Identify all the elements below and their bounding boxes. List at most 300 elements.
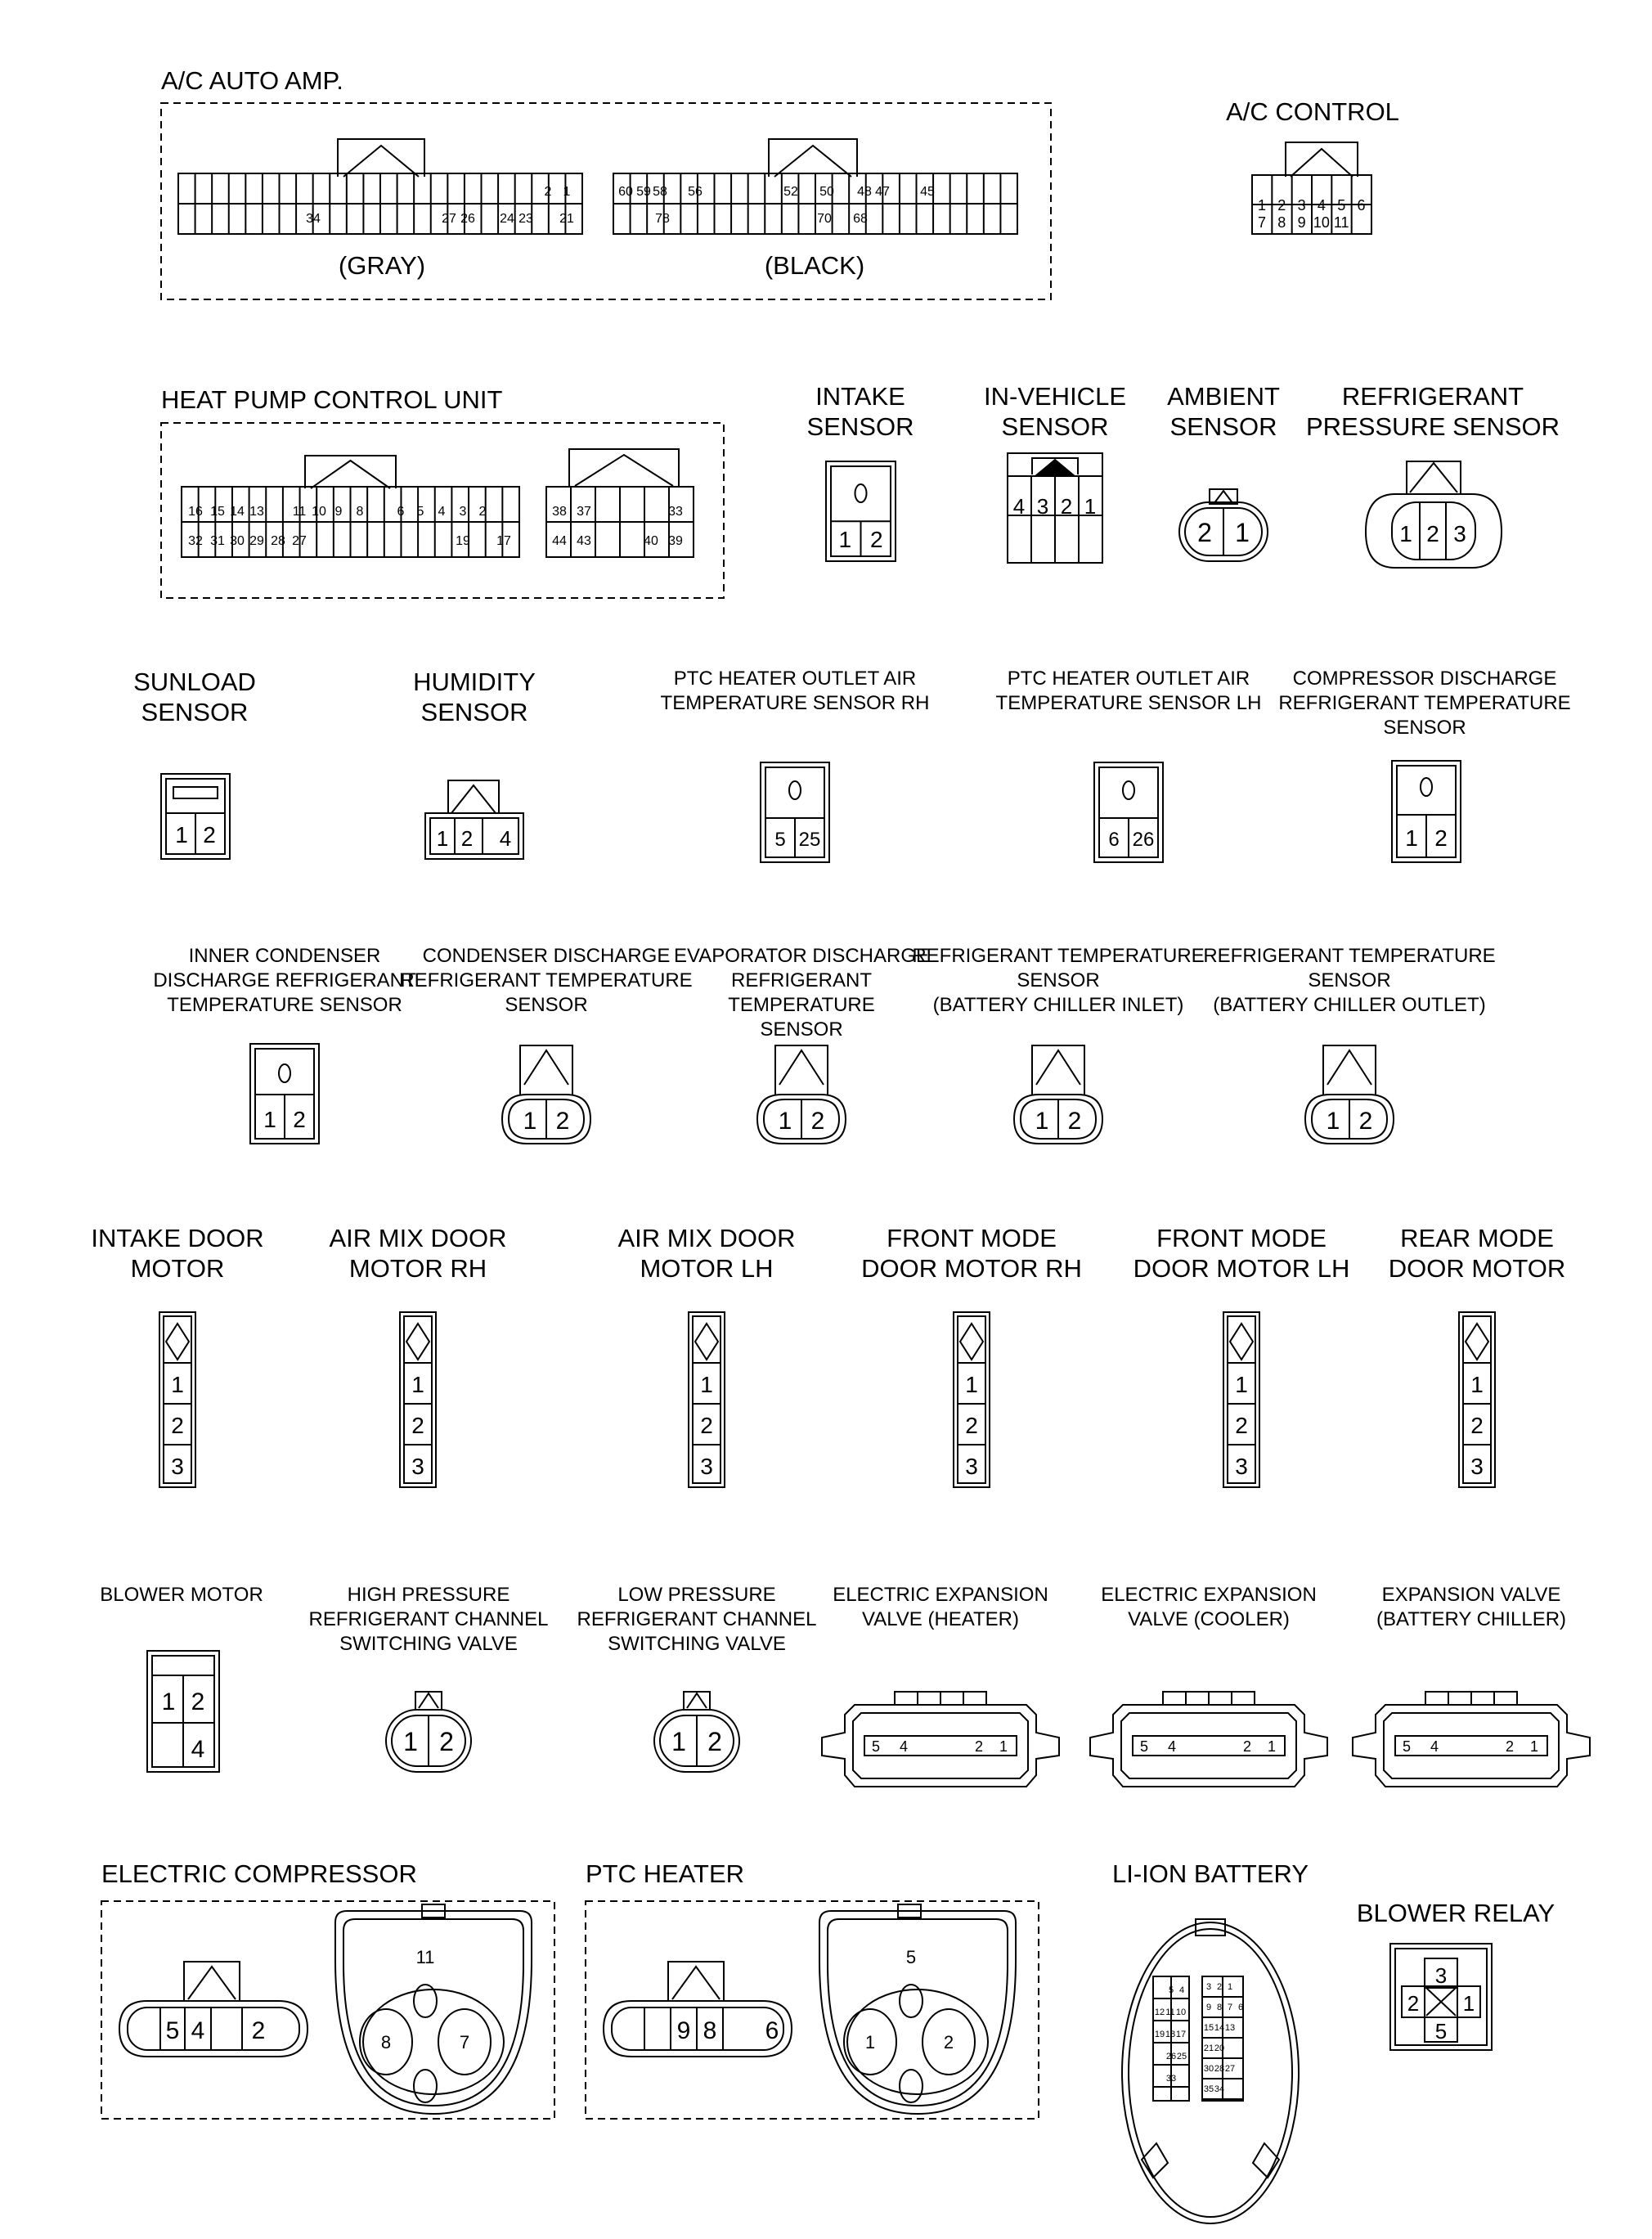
- pin-label: 8: [703, 2017, 717, 2044]
- pin-label: 2: [700, 1413, 713, 1438]
- pin-label: 19: [1154, 2030, 1165, 2039]
- label-line: CONDENSER DISCHARGE: [422, 945, 671, 967]
- label-intake-door-motor: [91, 1223, 263, 1284]
- pin-label: 27: [292, 534, 307, 548]
- pin-label: 3: [1470, 1454, 1484, 1479]
- label-intake-sensor: [807, 381, 914, 442]
- pin-label: 2: [974, 1738, 984, 1755]
- lock-tab: [1327, 1050, 1371, 1085]
- sun-window: [173, 787, 218, 798]
- connector-body: [119, 2001, 308, 2057]
- pin-label: 1: [999, 1738, 1008, 1755]
- pin-label: 2: [1060, 494, 1073, 519]
- label-line: MOTOR: [130, 1254, 225, 1283]
- label-line: REAR MODE: [1400, 1224, 1554, 1252]
- lock-tab: [575, 455, 673, 486]
- pin-label: 50: [819, 185, 834, 199]
- pin-label: 2: [1434, 825, 1448, 851]
- label-hp-valve: [309, 1583, 549, 1657]
- pin-label: 28: [271, 534, 285, 548]
- lock-tab: [311, 461, 390, 488]
- label-line: SENSOR: [1001, 412, 1109, 441]
- pin-label: 2: [544, 185, 552, 199]
- pin-label: 6: [1357, 197, 1366, 214]
- pin-label: 2: [707, 1727, 722, 1756]
- label-line: SENSOR: [806, 412, 914, 441]
- label-line: REFRIGERANT: [1341, 382, 1524, 411]
- pin-label: 20: [1214, 2043, 1225, 2053]
- key-diamond: [960, 1324, 983, 1360]
- pin-label: 1: [778, 1108, 792, 1135]
- label-line: IN-VEHICLE: [984, 382, 1126, 411]
- pin-label: 5: [905, 1947, 917, 1967]
- pin-label: 1: [1399, 521, 1412, 546]
- pin-label: 33: [668, 505, 683, 519]
- label-line: PRESSURE SENSOR: [1305, 412, 1560, 441]
- pin-label: 14: [1214, 2023, 1225, 2033]
- pin-label: 2: [869, 527, 883, 552]
- lock-tab: [779, 1050, 824, 1085]
- label-line: AMBIENT: [1167, 382, 1280, 411]
- label-line: SENSOR: [1308, 969, 1391, 991]
- label-line: FRONT MODE: [887, 1224, 1057, 1252]
- pin-label: 2: [1197, 518, 1212, 547]
- label-lp-valve: [577, 1583, 817, 1657]
- pin-label: 70: [817, 212, 832, 226]
- label-line: TEMPERATURE: [728, 994, 875, 1016]
- label-inner-condenser: [153, 944, 415, 1018]
- label-rear-mode: [1389, 1223, 1565, 1284]
- pin-label: 3: [965, 1454, 978, 1479]
- key-slot: [1421, 778, 1432, 796]
- lock-tab: [1036, 1050, 1080, 1085]
- label-ac-auto-amp: A/C AUTO AMP.: [161, 66, 343, 95]
- pin-label: 2: [1505, 1738, 1515, 1755]
- pin-label: 37: [577, 505, 591, 519]
- label-line: INNER CONDENSER: [188, 945, 381, 967]
- label-line: PTC HEATER OUTLET AIR: [1007, 668, 1250, 690]
- label-li-ion-battery: LI-ION BATTERY: [1111, 1859, 1309, 1888]
- pin-label: 2: [555, 1108, 570, 1135]
- connector-hood: [1407, 461, 1461, 494]
- pin-label: 1: [436, 826, 449, 851]
- pin-label: 39: [668, 534, 683, 548]
- pin-label: 27: [442, 212, 456, 226]
- pin-label: 56: [688, 185, 703, 199]
- pin-row: [1133, 1736, 1285, 1756]
- label-line: REFRIGERANT TEMPERATURE: [912, 945, 1205, 967]
- pin-label: 1: [671, 1727, 686, 1756]
- label-line: TEMPERATURE SENSOR RH: [660, 692, 930, 714]
- label-eev-cooler: [1101, 1583, 1317, 1632]
- label-line: DOOR MOTOR LH: [1133, 1254, 1350, 1283]
- key-slot: [789, 781, 801, 799]
- pin-label: 1: [1084, 494, 1097, 519]
- pin-label: 4: [1012, 494, 1026, 519]
- pin-label: 5: [165, 2017, 180, 2044]
- label-line: AIR MIX DOOR: [329, 1224, 507, 1252]
- pin-label: 1: [523, 1108, 537, 1135]
- pin-label: 15: [210, 505, 225, 519]
- label-ptc-heater: PTC HEATER: [586, 1859, 745, 1888]
- pin-label: 1: [263, 1107, 276, 1132]
- pin-label: 5: [774, 829, 786, 851]
- pin-label: 18: [1165, 2030, 1176, 2039]
- label-humidity-sensor: [413, 667, 536, 727]
- pin-label: 3: [1453, 521, 1466, 546]
- pin-label: 2: [1235, 1413, 1248, 1438]
- pin-label: 58: [653, 185, 667, 199]
- pin-label: 8: [356, 505, 364, 519]
- pin-label: 43: [577, 534, 591, 548]
- pin-label: 8: [380, 2032, 392, 2052]
- label-line: DOOR MOTOR RH: [861, 1254, 1082, 1283]
- pin-label: 4: [1167, 1738, 1177, 1755]
- pin-label: 1: [864, 2032, 876, 2052]
- label-line: SENSOR: [1169, 412, 1277, 441]
- ac-amp-outline: [161, 103, 1051, 299]
- pin-label: 2: [1242, 1738, 1252, 1755]
- label-ptc-outlet-lh: [996, 667, 1262, 716]
- pin-label: 4: [1178, 1985, 1185, 1995]
- pin-label: 6: [1108, 829, 1120, 851]
- label-chiller-inlet: [912, 944, 1204, 1018]
- pin-label: 34: [1214, 2084, 1225, 2094]
- pin-label: 68: [853, 212, 868, 226]
- pin-label: 25: [1176, 2052, 1187, 2061]
- label-air-mix-rh: [329, 1223, 506, 1284]
- pin-label: 5: [416, 505, 424, 519]
- pin-label: 9: [1205, 2003, 1212, 2012]
- pin-label: 2: [810, 1108, 825, 1135]
- label-compressor-discharge: [1278, 667, 1570, 740]
- label-line: INTAKE DOOR: [91, 1224, 264, 1252]
- label-line: FRONT MODE: [1156, 1224, 1327, 1252]
- pin-label: 2: [191, 1688, 205, 1715]
- pin-label: 2: [965, 1413, 978, 1438]
- label-line: HUMIDITY: [413, 668, 536, 696]
- pin-label: 5: [1139, 1738, 1149, 1755]
- pin-label: 1: [1227, 1982, 1233, 1992]
- label-blower-motor: BLOWER MOTOR: [100, 1584, 263, 1606]
- pin-label: 2: [203, 822, 216, 847]
- label-line: TEMPERATURE SENSOR: [167, 994, 402, 1016]
- pin-row: [1395, 1736, 1547, 1756]
- pin-label: 13: [249, 505, 264, 519]
- label-line: INTAKE: [815, 382, 905, 411]
- pin-label: 3: [1297, 197, 1306, 214]
- pin-label: 44: [552, 534, 567, 548]
- pin-label: 24: [500, 212, 514, 226]
- pin-label: 9: [676, 2017, 691, 2044]
- pin-label: 2: [1067, 1108, 1082, 1135]
- label-line: REFRIGERANT TEMPERATURE: [1203, 945, 1496, 967]
- label-line: SENSOR: [1383, 717, 1466, 739]
- pin-label: 6: [765, 2017, 779, 2044]
- label-line: SENSOR: [420, 698, 528, 726]
- pin-label: 3: [1036, 494, 1049, 519]
- lock-tab: [774, 146, 851, 177]
- pin-label: 1: [411, 1372, 424, 1397]
- pin-label: 4: [1317, 197, 1326, 214]
- pin-label: 4: [438, 505, 446, 519]
- key-slot: [855, 484, 867, 502]
- pin-label: 1: [1462, 1991, 1475, 2016]
- label-line: SUNLOAD: [133, 668, 256, 696]
- connector-body: [819, 1911, 1016, 2114]
- pin-label: 2: [1358, 1108, 1373, 1135]
- label-line: SWITCHING VALVE: [608, 1633, 786, 1655]
- pin-label: 23: [518, 212, 533, 226]
- label-sunload-sensor: [133, 667, 256, 727]
- pin-label: 11: [1165, 2007, 1175, 2017]
- lock-tab: [1410, 463, 1457, 492]
- label-line: REFRIGERANT CHANNEL: [577, 1608, 817, 1630]
- connector-hood: [1032, 1045, 1084, 1095]
- pin-label: 52: [783, 185, 798, 199]
- label-ev-chiller: [1376, 1583, 1566, 1632]
- lock-tab: [451, 785, 496, 813]
- pin-label: 25: [798, 829, 821, 851]
- pin-label: 40: [644, 534, 658, 548]
- pin-label: 2: [171, 1413, 184, 1438]
- pin-label: 3: [1235, 1454, 1248, 1479]
- pin-label: 35: [1203, 2084, 1214, 2094]
- pin-label: 6: [397, 505, 405, 519]
- label-condenser-discharge: [400, 944, 692, 1018]
- pin-label: 8: [1216, 2003, 1223, 2012]
- label-line: TEMPERATURE SENSOR LH: [995, 692, 1262, 714]
- pin-label: 17: [1175, 2030, 1187, 2039]
- pin-label: 33: [1165, 2074, 1177, 2084]
- label-evaporator-discharge: [674, 944, 929, 1042]
- pin-label: 47: [875, 185, 890, 199]
- pin-label: 11: [415, 1947, 435, 1967]
- pin-label: 31: [210, 534, 225, 548]
- key-diamond: [1230, 1324, 1253, 1360]
- pin-label: 1: [838, 527, 852, 552]
- key-slot: [1123, 781, 1134, 799]
- pin-label: 4: [499, 826, 512, 851]
- label-line: SENSOR: [505, 994, 588, 1016]
- connector-inner: [828, 1919, 1008, 2106]
- pin-label: 59: [636, 185, 651, 199]
- pin-label: 5: [1402, 1738, 1412, 1755]
- pin-label: 30: [1203, 2064, 1214, 2074]
- label-line: REFRIGERANT TEMPERATURE: [400, 969, 693, 991]
- label-line: (BATTERY CHILLER INLET): [932, 994, 1184, 1016]
- pin-label: 10: [1313, 214, 1330, 231]
- pin-label: 5: [1168, 1985, 1174, 1995]
- pin-label: 60: [618, 185, 633, 199]
- pin-label: 29: [249, 534, 264, 548]
- pin-label: 1: [1326, 1108, 1340, 1135]
- pin-label: 26: [1132, 829, 1155, 851]
- label-line: DOOR MOTOR: [1388, 1254, 1566, 1283]
- pin-label: 2: [460, 826, 474, 851]
- pin-label: 1: [175, 822, 188, 847]
- label-line: REFRIGERANT TEMPERATURE: [1278, 692, 1571, 714]
- pin-label: 2: [411, 1413, 424, 1438]
- pin-label: 1: [1235, 518, 1250, 547]
- label-eev-heater: [833, 1583, 1048, 1632]
- connector-hood: [775, 1045, 828, 1095]
- pin-label: 2: [1216, 1982, 1223, 1992]
- label-line: (BATTERY CHILLER): [1376, 1608, 1567, 1630]
- pin-label: 9: [334, 505, 343, 519]
- pin-label: 3: [171, 1454, 184, 1479]
- label-refrigerant-pressure: [1306, 381, 1560, 442]
- connector-hood: [520, 1045, 572, 1095]
- pin-label: 2: [478, 505, 487, 519]
- pin-label: 3: [700, 1454, 713, 1479]
- label-ambient-sensor: [1167, 381, 1280, 442]
- pin-label: 1: [700, 1372, 713, 1397]
- lock-tab: [687, 1693, 707, 1708]
- terminal: [414, 2070, 437, 2102]
- pin-label: 4: [899, 1738, 909, 1755]
- pin-label: 27: [1224, 2064, 1236, 2074]
- pin-label: 19: [456, 534, 470, 548]
- pin-label: 8: [1277, 214, 1286, 231]
- pin-label: 1: [563, 185, 571, 199]
- pin-label: 10: [312, 505, 326, 519]
- label-line: COMPRESSOR DISCHARGE: [1292, 668, 1557, 690]
- label-line: AIR MIX DOOR: [617, 1224, 796, 1252]
- pin-label: 28: [1214, 2064, 1225, 2074]
- pin-label: 2: [943, 2032, 954, 2052]
- label-line: REFRIGERANT: [730, 969, 872, 991]
- label-electric-compressor: ELECTRIC COMPRESSOR: [101, 1859, 417, 1888]
- pin-label: 3: [1205, 1982, 1212, 1992]
- label-line: (BATTERY CHILLER OUTLET): [1213, 994, 1486, 1016]
- label-air-mix-lh: [617, 1223, 795, 1284]
- label-line: SENSOR: [760, 1018, 843, 1041]
- pin-label: 4: [191, 2017, 205, 2044]
- label-line: EVAPORATOR DISCHARGE: [673, 945, 930, 967]
- pin-label: 17: [496, 534, 511, 548]
- pin-label: 3: [411, 1454, 424, 1479]
- pin-label: 15: [1203, 2023, 1214, 2033]
- lock-tab: [1291, 149, 1353, 177]
- label-line: HIGH PRESSURE: [347, 1584, 510, 1606]
- pin-label: 2: [439, 1727, 454, 1756]
- label-line: MOTOR LH: [640, 1254, 774, 1283]
- pin-label: 1: [1405, 825, 1418, 851]
- pin-label: 1: [1257, 197, 1267, 214]
- pin-label: 21: [1203, 2043, 1214, 2053]
- pin-label: 48: [857, 185, 872, 199]
- pin-label: 1: [1470, 1372, 1484, 1397]
- pin-label: 4: [191, 1736, 205, 1763]
- pin-label: 1: [1235, 1372, 1248, 1397]
- pin-label: 1: [171, 1372, 184, 1397]
- pin-label: 1: [403, 1727, 418, 1756]
- key-slot: [279, 1064, 290, 1082]
- label-front-mode-rh: [861, 1223, 1082, 1284]
- pin-label: 5: [871, 1738, 881, 1755]
- pin-label: 5: [1337, 197, 1346, 214]
- pin-label: 32: [188, 534, 203, 548]
- key-diamond: [166, 1324, 189, 1360]
- pin-label: 3: [1434, 1963, 1448, 1988]
- pin-label: 2: [251, 2017, 266, 2044]
- pin-label: 11: [1333, 214, 1349, 231]
- label-front-mode-lh: [1134, 1223, 1350, 1284]
- lock-tab: [188, 1967, 236, 1999]
- pin-label: 2: [1407, 1991, 1420, 2016]
- label-line: ELECTRIC EXPANSION: [1101, 1584, 1317, 1606]
- pin-label: 9: [1297, 214, 1306, 231]
- label-line: SENSOR: [1017, 969, 1100, 991]
- label-line: MOTOR RH: [348, 1254, 487, 1283]
- label-line: SWITCHING VALVE: [339, 1633, 518, 1655]
- pin-label: 38: [552, 505, 567, 519]
- pin-label: 14: [230, 505, 245, 519]
- pin-label: 4: [1430, 1738, 1439, 1755]
- pin-label: 78: [655, 212, 670, 226]
- label-ptc-outlet-rh: [661, 667, 930, 716]
- label-chiller-outlet: [1203, 944, 1495, 1018]
- pin-label: 11: [292, 505, 307, 519]
- lock-tab: [343, 146, 419, 177]
- pin-label: 10: [1175, 2007, 1187, 2017]
- pin-label: 7: [459, 2032, 470, 2052]
- lock-tab: [524, 1050, 568, 1085]
- label-line: VALVE (COOLER): [1128, 1608, 1290, 1630]
- pin-label: 1: [1035, 1108, 1049, 1135]
- lock-tab: [672, 1967, 720, 1999]
- label-line: PTC HEATER OUTLET AIR: [673, 668, 917, 690]
- key-diamond: [1466, 1324, 1488, 1360]
- pin-label: 5: [1434, 2019, 1448, 2043]
- pin-label: 7: [1257, 214, 1267, 231]
- pin-label: 2: [1470, 1413, 1484, 1438]
- pin-label: 26: [460, 212, 475, 226]
- label-gray: (GRAY): [338, 251, 426, 280]
- pin-label: 2: [1426, 521, 1439, 546]
- pin-label: 21: [559, 212, 574, 226]
- connector-inner: [128, 2007, 299, 2050]
- lock-tab-filled: [1035, 460, 1075, 476]
- pin-label: 16: [188, 505, 203, 519]
- label-heat-pump: HEAT PUMP CONTROL UNIT: [161, 385, 503, 414]
- pin-label: 6: [1237, 2003, 1244, 2012]
- pin-label: 1: [161, 1688, 176, 1715]
- label-line: EXPANSION VALVE: [1381, 1584, 1561, 1606]
- pin-label: 1: [1529, 1738, 1539, 1755]
- label-line: SENSOR: [141, 698, 249, 726]
- pin-label: 30: [230, 534, 245, 548]
- label-line: LOW PRESSURE: [617, 1584, 776, 1606]
- label-in-vehicle-sensor: [984, 381, 1126, 442]
- pin-row: [864, 1736, 1017, 1756]
- key-diamond: [695, 1324, 718, 1360]
- pin-label: 13: [1224, 2023, 1236, 2033]
- label-line: REFRIGERANT CHANNEL: [308, 1608, 549, 1630]
- label-ac-control: A/C CONTROL: [1226, 97, 1399, 126]
- pin-label: 2: [1277, 197, 1286, 214]
- pin-label: 12: [1154, 2007, 1165, 2017]
- pin-label: 2: [293, 1107, 306, 1132]
- connector-hood: [1323, 1045, 1376, 1095]
- pin-label: 34: [306, 212, 321, 226]
- label-black: (BLACK): [764, 251, 865, 280]
- label-blower-relay: BLOWER RELAY: [1356, 1899, 1555, 1927]
- label-line: VALVE (HEATER): [861, 1608, 1020, 1630]
- pin-label: 45: [920, 185, 935, 199]
- terminal: [900, 2070, 923, 2102]
